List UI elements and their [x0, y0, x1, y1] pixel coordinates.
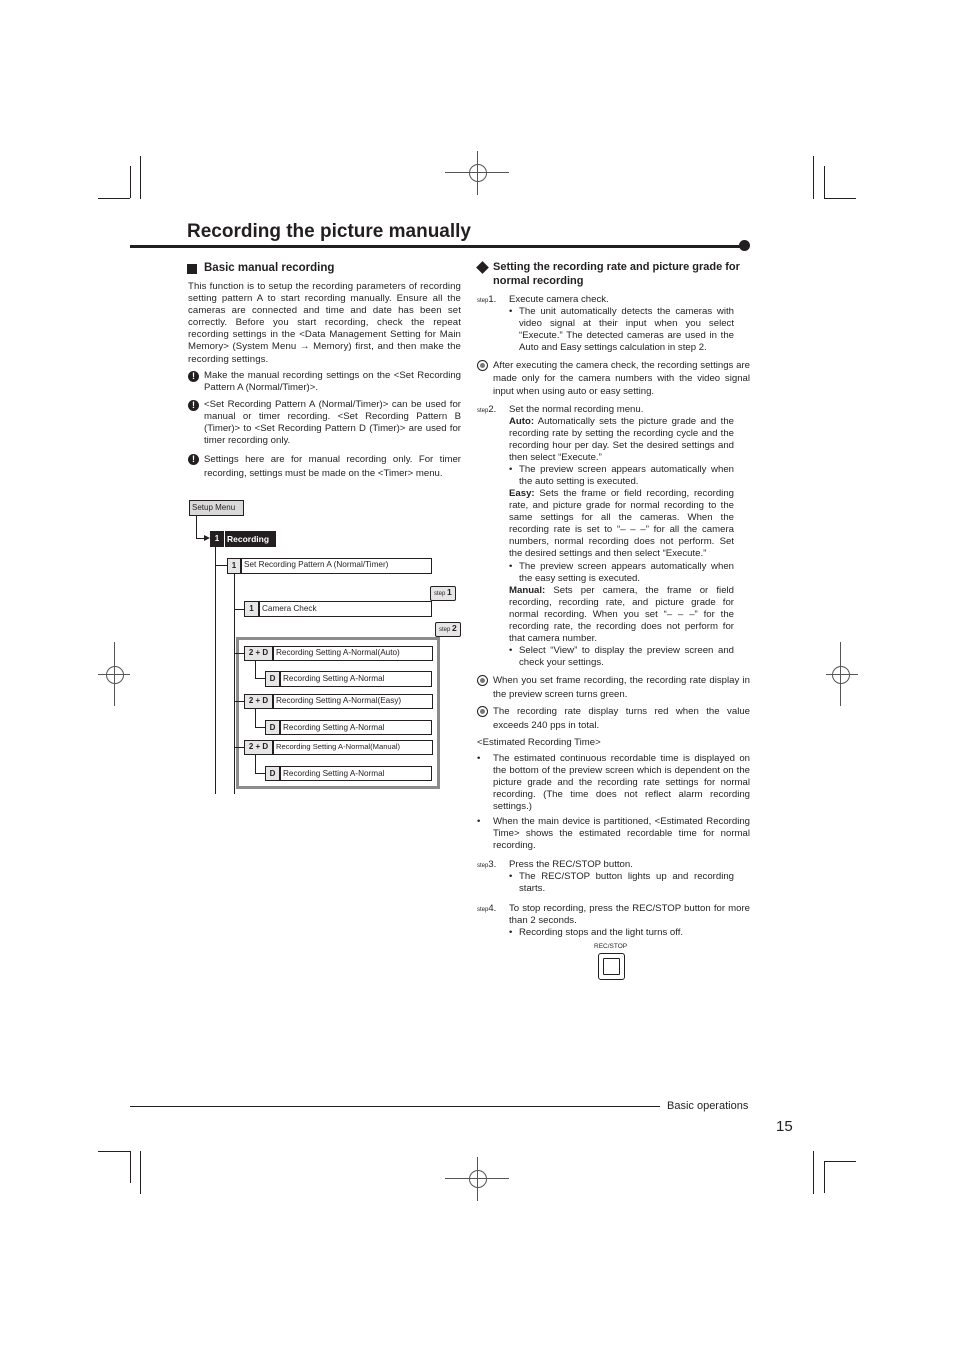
- note-3: Settings here are for manual recording only. For timer recording, settings must be made on the <Timer> menu.: [204, 454, 461, 479]
- registration-mark-bottom: [445, 1163, 509, 1193]
- bullet: •: [509, 306, 513, 317]
- step-2-tag: step 2: [435, 622, 461, 637]
- pattern-menu-box: Set Recording Pattern A (Normal/Timer): [241, 558, 432, 574]
- recording-number: 1: [210, 531, 224, 547]
- registration-mark-right: [826, 642, 856, 706]
- memo-icon: [477, 706, 488, 717]
- step-1-label: step1.: [477, 294, 497, 305]
- step-3-bullet: The REC/STOP button lights up and recording starts.: [519, 871, 734, 895]
- manual-description: Manual: Sets per camera, the frame or field recording, recording rate, and picture grade for normal recording. When you set “– – –” for the recording rate, the recording does not perform for that camera number.: [509, 585, 734, 645]
- setup-menu-box: Setup Menu: [189, 500, 244, 516]
- step-3-text: Press the REC/STOP button.: [509, 859, 633, 870]
- bullet: •: [477, 753, 481, 764]
- intro-paragraph: This function is to setup the recording parameters of recording setting pattern A to start recording manually. Ensure all the cameras are connected and time and date has been set correctly. Before you start recording, check the repeat recording settings in the <Data Management Setting for Main Memory> (System Menu → Memory) first, and then make the recording settings.: [188, 281, 461, 365]
- bullet: •: [509, 645, 513, 656]
- caution-icon: !: [188, 400, 199, 411]
- recording-setting-easy: Recording Setting A-Normal(Easy): [273, 694, 433, 709]
- recording-setting-manual: Recording Setting A-Normal(Manual): [273, 740, 433, 755]
- registration-mark-left: [100, 642, 130, 706]
- caution-icon: !: [188, 454, 199, 465]
- title-rule: [130, 245, 745, 248]
- auto-description: Auto: Automatically sets the picture grade and the recording rate by setting the recording cycle and the recording hour per day. Set the desired settings and then select “Execute.”: [509, 416, 734, 464]
- camera-check-number: 1: [244, 601, 259, 617]
- heading-square-icon: [187, 264, 197, 274]
- memo-icon: [477, 360, 488, 371]
- step-4-text: To stop recording, press the REC/STOP button for more than 2 seconds.: [509, 903, 750, 927]
- item-number: 2 + D: [244, 646, 273, 661]
- estimated-bullet-2: When the main device is partitioned, <Estimated Recording Time> shows the estimated recordable time for normal recording.: [493, 816, 750, 852]
- memo-3: The recording rate display turns red when the value exceeds 240 pps in total.: [493, 706, 750, 731]
- note-1: Make the manual recording settings on the <Set Recording Pattern A (Normal/Timer)>.: [204, 370, 461, 394]
- item-number: 2 + D: [244, 740, 273, 755]
- bullet: •: [509, 871, 513, 882]
- bullet: •: [509, 464, 513, 475]
- footer-section: Basic operations: [667, 1100, 749, 1112]
- step-1-bullet: The unit automatically detects the cameras with video signal at their input when you select “Execute.” The detected cameras are used in the Auto and Easy settings calculation in step 2.: [519, 306, 734, 354]
- item-number: D: [265, 671, 280, 687]
- manual-bullet: Select “View” to display the preview screen and check your settings.: [519, 645, 734, 669]
- registration-mark-top: [445, 157, 509, 187]
- memo-1: After executing the camera check, the recording settings are made only for the camera numbers with the video signal input when using auto or easy setting.: [493, 360, 750, 397]
- rec-stop-caption: REC/STOP: [594, 943, 628, 950]
- estimated-heading: <Estimated Recording Time>: [477, 737, 601, 748]
- recording-setting-normal: Recording Setting A-Normal: [280, 671, 432, 687]
- estimated-bullet-1: The estimated continuous recordable time is displayed on the bottom of the preview screen which is dependent on the picture grade and the recording rate settings for normal recording. (The time does not reflect alarm recording settings.): [493, 753, 750, 813]
- step-1-text: Execute camera check.: [509, 294, 609, 305]
- easy-bullet: The preview screen appears automatically when the easy setting is executed.: [519, 561, 734, 585]
- step-2-label: step2.: [477, 404, 497, 415]
- recording-menu-item: Recording: [225, 531, 276, 547]
- heading-diamond-icon: [476, 261, 489, 274]
- pattern-number: 1: [227, 558, 241, 574]
- step-4-bullet: Recording stops and the light turns off.: [519, 927, 684, 938]
- step-2-text: Set the normal recording menu.: [509, 404, 644, 415]
- title-rule-dot: [739, 240, 750, 251]
- easy-description: Easy: Sets the frame or field recording, recording rate, and picture grade for normal recording to the same settings for all the cameras. When the recording rate is set to “– – –” for all the camera numbers, normal recording does not perform. Set the desired settings and then select “Execute.”: [509, 488, 734, 560]
- page-number: 15: [776, 1118, 793, 1135]
- item-number: D: [265, 766, 280, 781]
- recording-setting-normal: Recording Setting A-Normal: [280, 720, 432, 735]
- section-heading: Basic manual recording: [204, 262, 335, 274]
- step-3-label: step3.: [477, 859, 497, 870]
- page-title: Recording the picture manually: [187, 221, 471, 242]
- memo-icon: [477, 675, 488, 686]
- item-number: 2 + D: [244, 694, 273, 709]
- bullet: •: [477, 816, 481, 827]
- item-number: D: [265, 720, 280, 735]
- caution-icon: !: [188, 371, 199, 382]
- recording-setting-auto: Recording Setting A-Normal(Auto): [273, 646, 433, 661]
- step-4-label: step4.: [477, 903, 497, 914]
- rec-stop-button-icon: [598, 953, 625, 980]
- camera-check-box: Camera Check: [259, 601, 432, 617]
- bullet: •: [509, 561, 513, 572]
- memo-2: When you set frame recording, the recording rate display in the preview screen turns green.: [493, 675, 750, 700]
- note-2: <Set Recording Pattern A (Normal/Timer)> can be used for manual or timer recording. <Set Recording Pattern B (Timer)> to <Set Recording Pattern D (Timer)> are used for timer recording only.: [204, 399, 461, 447]
- recording-setting-normal: Recording Setting A-Normal: [280, 766, 432, 781]
- right-heading: Setting the recording rate and picture grade for normal recording: [493, 261, 740, 287]
- bullet: •: [509, 927, 513, 938]
- step-1-tag: step 1: [430, 586, 456, 601]
- auto-bullet: The preview screen appears automatically when the auto setting is executed.: [519, 464, 734, 488]
